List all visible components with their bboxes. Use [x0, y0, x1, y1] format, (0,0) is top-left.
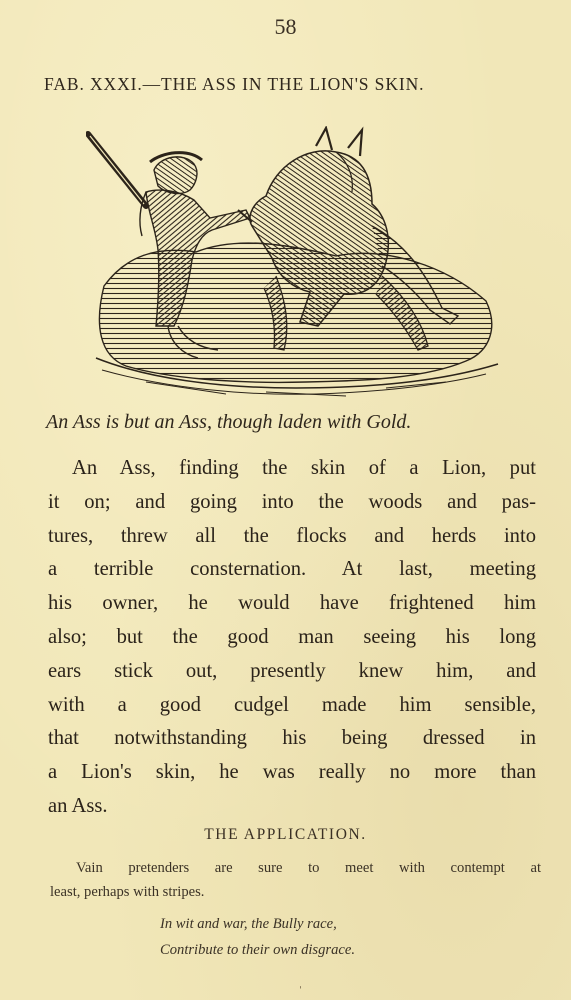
application-verse — [160, 911, 520, 963]
fable-line: that notwithstanding his being dressed in — [48, 727, 536, 750]
page-number: 58 — [274, 14, 297, 39]
woodcut-illustration — [86, 126, 506, 402]
fable-line: an Ass. — [48, 794, 108, 817]
fable-line: a Lion's skin, he was really no more than — [48, 761, 536, 784]
fable-motto: An Ass is but an Ass, though laden with Gold. — [46, 411, 412, 433]
fable-line: ears stick out, presently knew him, and — [48, 659, 536, 682]
application-line: least, perhaps with stripes. — [50, 884, 205, 900]
fable-line: tures, threw all the flocks and herds into — [48, 524, 536, 547]
fable-line: his owner, he would have frightened him — [48, 592, 536, 615]
verse-line: In wit and war, the Bully race, — [160, 916, 337, 932]
fable-line: a terrible consternation. At last, meeting — [48, 558, 536, 581]
application-line: Vain pretenders are sure to meet with contempt at — [76, 860, 541, 876]
footer-mark: ˈ — [299, 986, 302, 997]
application-heading: THE APPLICATION. — [204, 826, 367, 843]
fable-line: also; but the good man seeing his long — [48, 625, 536, 648]
application-body — [50, 856, 541, 904]
fable-title: FAB. XXXI.—THE ASS IN THE LION'S SKIN. — [44, 74, 425, 94]
fable-line: with a good cudgel made him sensible, — [48, 693, 536, 716]
verse-line: Contribute to their own disgrace. — [160, 942, 355, 958]
fable-line: An Ass, finding the skin of a Lion, put — [72, 457, 536, 479]
fable-line: it on; and going into the woods and pas- — [48, 490, 536, 513]
fable-body — [48, 452, 536, 824]
